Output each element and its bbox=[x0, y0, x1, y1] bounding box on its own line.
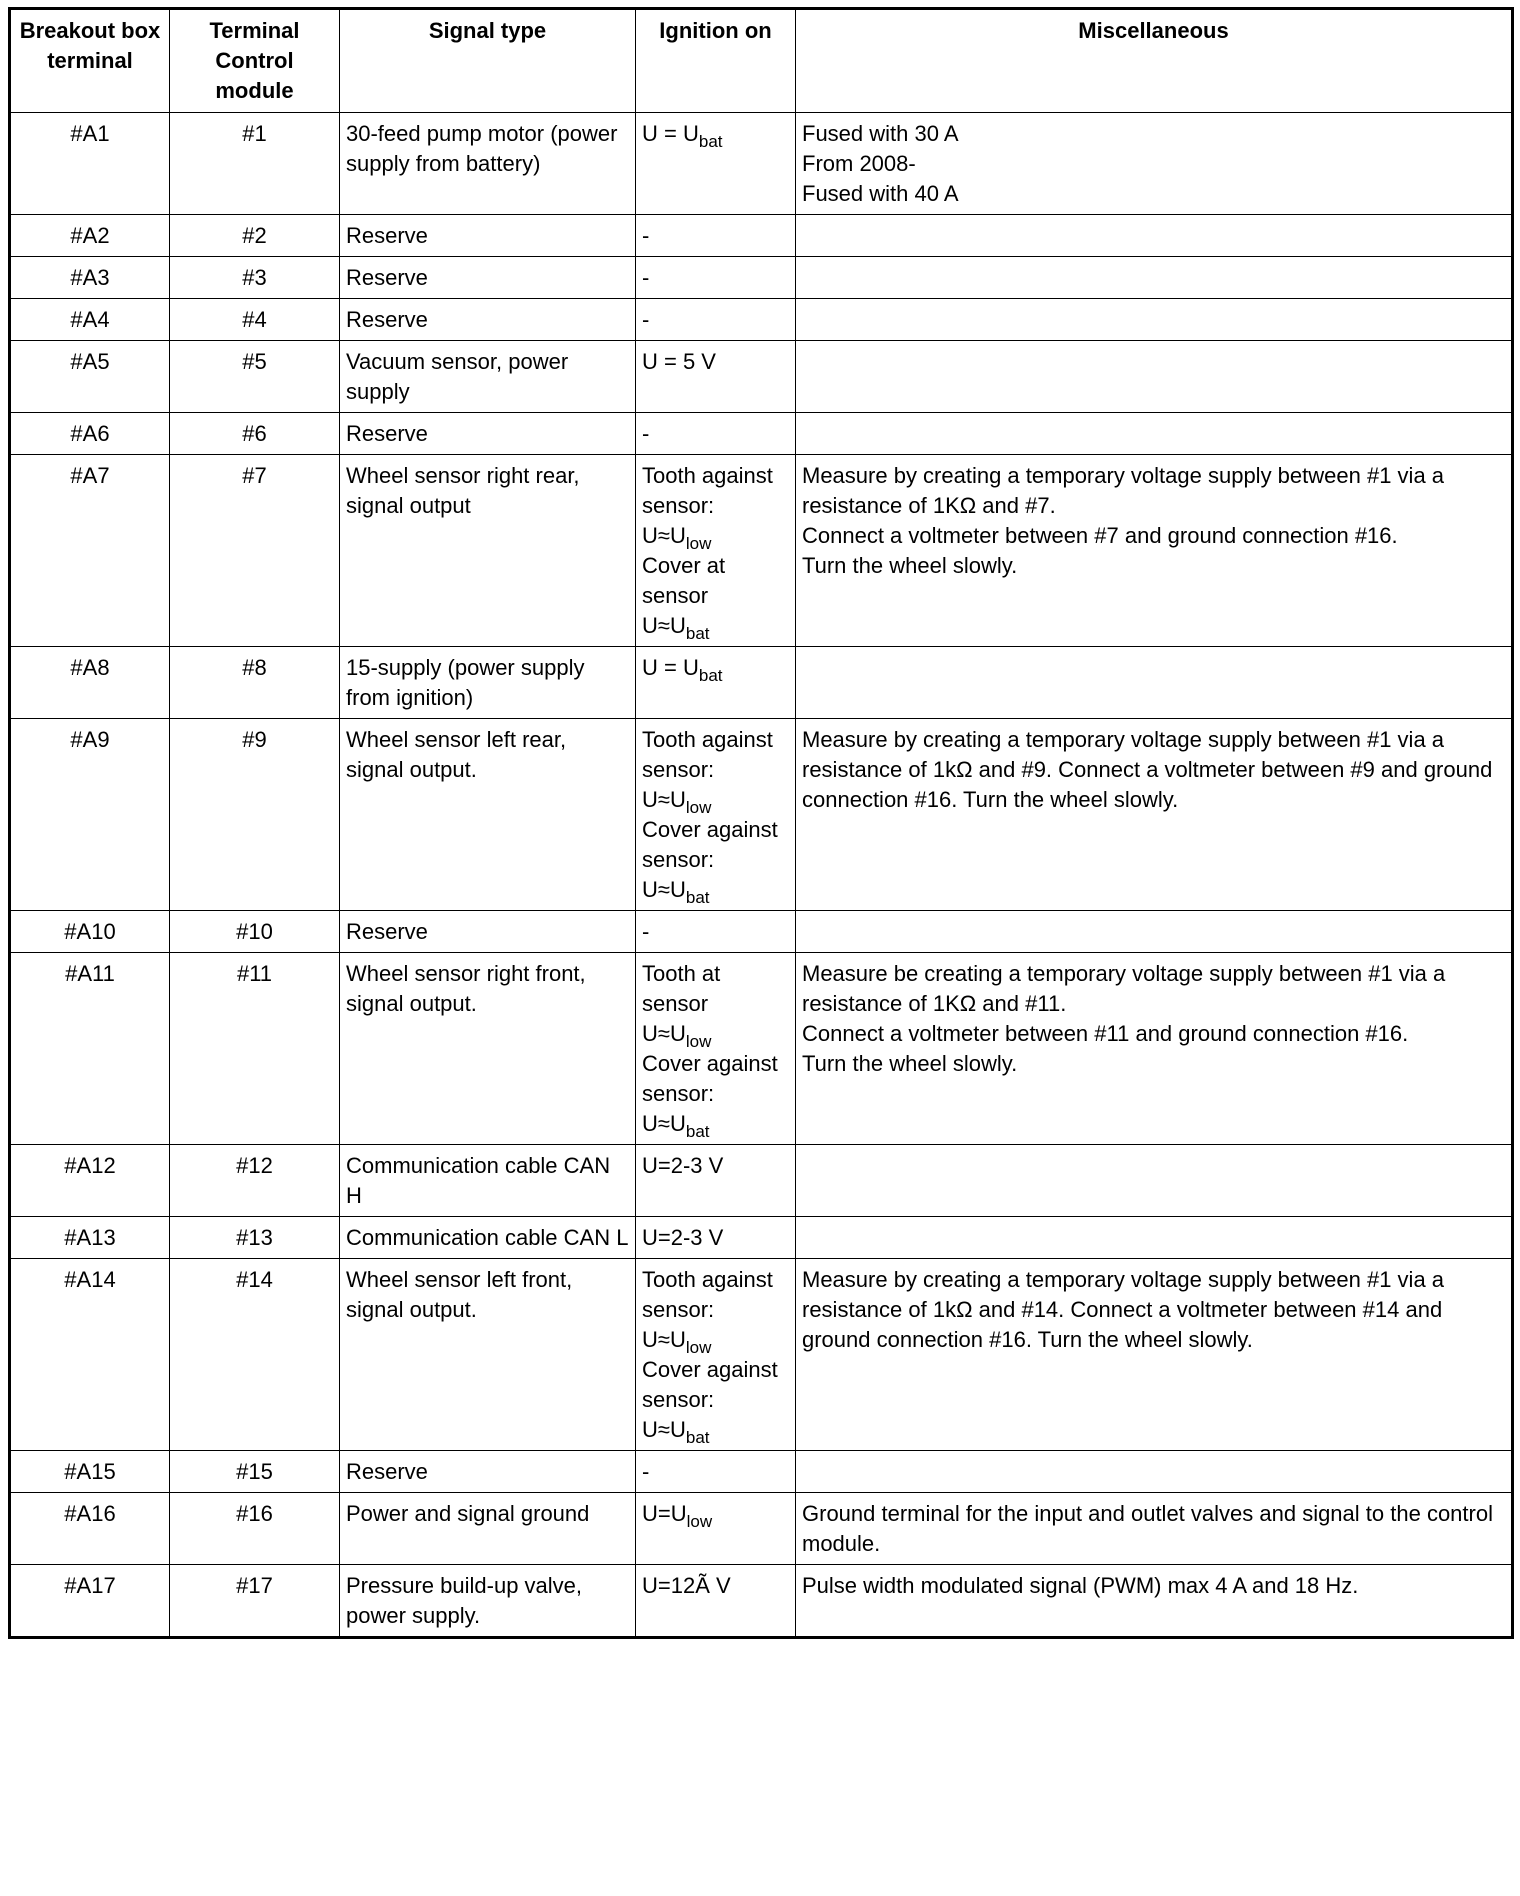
miscellaneous-cell bbox=[796, 1259, 1513, 1451]
signal-type-cell: Wheel sensor right front, signal output. bbox=[340, 953, 636, 1145]
header-breakout-box-terminal: Breakout box terminal bbox=[10, 9, 170, 113]
ignition-value-text: - bbox=[642, 1459, 650, 1484]
ignition-value-text: U≈U bbox=[642, 613, 686, 638]
voltage-subscript: bat bbox=[685, 1428, 710, 1447]
ignition-value-line bbox=[642, 917, 789, 947]
signal-type-cell: Reserve bbox=[340, 1451, 636, 1493]
breakout-terminal-cell: #A15 bbox=[10, 1451, 170, 1493]
header-row bbox=[10, 9, 1513, 113]
signal-type-cell: Reserve bbox=[340, 257, 636, 299]
ignition-value-text: U=12Ã V bbox=[642, 1573, 731, 1598]
control-module-terminal-cell: #14 bbox=[170, 1259, 340, 1451]
table-row bbox=[10, 341, 1513, 413]
ignition-value-text: Cover against sensor: bbox=[642, 1357, 784, 1412]
miscellaneous-cell bbox=[796, 113, 1513, 215]
miscellaneous-cell bbox=[796, 953, 1513, 1145]
ignition-value-text: Tooth against sensor: bbox=[642, 1267, 779, 1322]
miscellaneous-cell bbox=[796, 1493, 1513, 1565]
table-row bbox=[10, 1493, 1513, 1565]
ignition-value-text: - bbox=[642, 421, 650, 446]
ignition-on-cell bbox=[636, 1493, 796, 1565]
table-row bbox=[10, 413, 1513, 455]
ignition-value-line bbox=[642, 875, 789, 905]
breakout-terminal-cell: #A2 bbox=[10, 215, 170, 257]
signal-type-cell: Vacuum sensor, power supply bbox=[340, 341, 636, 413]
ignition-value-line bbox=[642, 1499, 789, 1529]
breakout-terminal-cell: #A4 bbox=[10, 299, 170, 341]
ignition-value-line bbox=[642, 1223, 789, 1253]
ignition-on-cell bbox=[636, 647, 796, 719]
control-module-terminal-cell: #3 bbox=[170, 257, 340, 299]
breakout-terminal-cell: #A12 bbox=[10, 1145, 170, 1217]
ignition-value-text: Tooth against sensor: bbox=[642, 727, 779, 782]
miscellaneous-line: Connect a voltmeter between #11 and ground connection #16. bbox=[802, 1021, 1409, 1046]
voltage-subscript: low bbox=[685, 534, 712, 553]
table-row bbox=[10, 647, 1513, 719]
miscellaneous-line: Turn the wheel slowly. bbox=[802, 1051, 1018, 1076]
breakout-terminal-cell: #A9 bbox=[10, 719, 170, 911]
ignition-value-line bbox=[642, 1415, 789, 1445]
ignition-value-line bbox=[642, 521, 789, 551]
ignition-on-cell bbox=[636, 1451, 796, 1493]
ignition-value-text: - bbox=[642, 307, 650, 332]
ignition-value-line bbox=[642, 653, 789, 683]
voltage-subscript: bat bbox=[685, 888, 710, 907]
breakout-terminal-cell: #A14 bbox=[10, 1259, 170, 1451]
ignition-on-cell bbox=[636, 719, 796, 911]
table-row bbox=[10, 113, 1513, 215]
breakout-terminal-cell: #A13 bbox=[10, 1217, 170, 1259]
breakout-terminal-cell: #A17 bbox=[10, 1565, 170, 1638]
control-module-terminal-cell: #4 bbox=[170, 299, 340, 341]
header-ignition-on: Ignition on bbox=[636, 9, 796, 113]
miscellaneous-cell bbox=[796, 1451, 1513, 1493]
ignition-value-line bbox=[642, 347, 789, 377]
table-row bbox=[10, 953, 1513, 1145]
voltage-subscript: bat bbox=[698, 132, 723, 151]
ignition-value-text: U=U bbox=[642, 1501, 687, 1526]
ignition-value-text: - bbox=[642, 919, 650, 944]
ignition-value-text: Cover at sensor bbox=[642, 553, 732, 608]
table-row bbox=[10, 257, 1513, 299]
ignition-value-text: U≈U bbox=[642, 523, 686, 548]
voltage-subscript: low bbox=[685, 798, 712, 817]
ignition-value-text: - bbox=[642, 265, 650, 290]
control-module-terminal-cell: #6 bbox=[170, 413, 340, 455]
table-row bbox=[10, 1451, 1513, 1493]
ignition-value-line bbox=[642, 1571, 789, 1601]
terminal-signal-table bbox=[8, 7, 1514, 1639]
control-module-terminal-cell: #12 bbox=[170, 1145, 340, 1217]
control-module-terminal-cell: #15 bbox=[170, 1451, 340, 1493]
header-terminal-control-module: Terminal Control module bbox=[170, 9, 340, 113]
header-miscellaneous: Miscellaneous bbox=[796, 9, 1513, 113]
ignition-on-cell bbox=[636, 341, 796, 413]
ignition-value-line bbox=[642, 1457, 789, 1487]
ignition-on-cell bbox=[636, 911, 796, 953]
ignition-value-text: U=2-3 V bbox=[642, 1225, 724, 1250]
table-row bbox=[10, 215, 1513, 257]
ignition-value-line bbox=[642, 785, 789, 815]
ignition-value-text: U≈U bbox=[642, 1021, 686, 1046]
signal-type-cell: 30-feed pump motor (power supply from battery) bbox=[340, 113, 636, 215]
ignition-value-text: U = U bbox=[642, 655, 699, 680]
ignition-on-cell bbox=[636, 953, 796, 1145]
signal-type-cell: Pressure build-up valve, power supply. bbox=[340, 1565, 636, 1638]
ignition-value-text: U≈U bbox=[642, 877, 686, 902]
miscellaneous-cell bbox=[796, 341, 1513, 413]
ignition-value-text: Tooth against sensor: bbox=[642, 463, 779, 518]
miscellaneous-cell bbox=[796, 911, 1513, 953]
miscellaneous-line: Ground terminal for the input and outlet valves and signal to the control module. bbox=[802, 1501, 1500, 1556]
voltage-subscript: bat bbox=[685, 624, 710, 643]
ignition-value-line bbox=[642, 263, 789, 293]
breakout-terminal-cell: #A10 bbox=[10, 911, 170, 953]
signal-type-cell: Wheel sensor left rear, signal output. bbox=[340, 719, 636, 911]
miscellaneous-cell bbox=[796, 413, 1513, 455]
ignition-value-line bbox=[642, 1049, 789, 1109]
control-module-terminal-cell: #8 bbox=[170, 647, 340, 719]
ignition-on-cell bbox=[636, 455, 796, 647]
ignition-value-text: Cover against sensor: bbox=[642, 1051, 784, 1106]
control-module-terminal-cell: #1 bbox=[170, 113, 340, 215]
ignition-value-line bbox=[642, 815, 789, 875]
control-module-terminal-cell: #11 bbox=[170, 953, 340, 1145]
control-module-terminal-cell: #9 bbox=[170, 719, 340, 911]
miscellaneous-line: Connect a voltmeter between #7 and ground connection #16. bbox=[802, 523, 1398, 548]
miscellaneous-line: Turn the wheel slowly. bbox=[802, 553, 1018, 578]
miscellaneous-cell bbox=[796, 1145, 1513, 1217]
ignition-value-text: U = 5 V bbox=[642, 349, 716, 374]
signal-type-cell: Wheel sensor left front, signal output. bbox=[340, 1259, 636, 1451]
ignition-value-line bbox=[642, 725, 789, 785]
miscellaneous-line: Measure by creating a temporary voltage supply between #1 via a resistance of 1KΩ and #7. bbox=[802, 463, 1451, 518]
ignition-value-line bbox=[642, 551, 789, 611]
table-row bbox=[10, 719, 1513, 911]
miscellaneous-line: Measure by creating a temporary voltage supply between #1 via a resistance of 1kΩ and #14. Connect a voltmeter between #14 and ground connection #16. Turn the wheel slowly. bbox=[802, 1267, 1451, 1352]
miscellaneous-cell bbox=[796, 1565, 1513, 1638]
ignition-value-line bbox=[642, 119, 789, 149]
signal-type-cell: Power and signal ground bbox=[340, 1493, 636, 1565]
ignition-value-line bbox=[642, 419, 789, 449]
voltage-subscript: low bbox=[685, 1338, 712, 1357]
header-signal-type: Signal type bbox=[340, 9, 636, 113]
ignition-value-line bbox=[642, 1151, 789, 1181]
ignition-value-text: U=2-3 V bbox=[642, 1153, 724, 1178]
ignition-value-text: Cover against sensor: bbox=[642, 817, 784, 872]
miscellaneous-line: Fused with 30 A bbox=[802, 121, 959, 146]
signal-type-cell: Reserve bbox=[340, 413, 636, 455]
voltage-subscript: bat bbox=[685, 1122, 710, 1141]
miscellaneous-line: Measure by creating a temporary voltage supply between #1 via a resistance of 1kΩ and #9. Connect a voltmeter between #9 and ground connection #16. Turn the wheel slowly. bbox=[802, 727, 1499, 812]
ignition-on-cell bbox=[636, 113, 796, 215]
miscellaneous-line: Fused with 40 A bbox=[802, 181, 959, 206]
ignition-on-cell bbox=[636, 215, 796, 257]
breakout-terminal-cell: #A5 bbox=[10, 341, 170, 413]
ignition-on-cell bbox=[636, 299, 796, 341]
table-row bbox=[10, 1259, 1513, 1451]
table-row bbox=[10, 299, 1513, 341]
control-module-terminal-cell: #10 bbox=[170, 911, 340, 953]
signal-type-cell: Communication cable CAN L bbox=[340, 1217, 636, 1259]
table-header bbox=[10, 9, 1513, 113]
ignition-value-line bbox=[642, 959, 789, 1019]
control-module-terminal-cell: #2 bbox=[170, 215, 340, 257]
breakout-terminal-cell: #A1 bbox=[10, 113, 170, 215]
signal-type-cell: Reserve bbox=[340, 215, 636, 257]
ignition-on-cell bbox=[636, 1259, 796, 1451]
ignition-value-line bbox=[642, 221, 789, 251]
ignition-value-line bbox=[642, 1355, 789, 1415]
miscellaneous-line: Pulse width modulated signal (PWM) max 4 A and 18 Hz. bbox=[802, 1573, 1359, 1598]
ignition-value-line bbox=[642, 611, 789, 641]
ignition-value-text: U≈U bbox=[642, 1327, 686, 1352]
breakout-terminal-cell: #A6 bbox=[10, 413, 170, 455]
ignition-value-line bbox=[642, 305, 789, 335]
table-row bbox=[10, 1145, 1513, 1217]
miscellaneous-cell bbox=[796, 215, 1513, 257]
ignition-value-text: U≈U bbox=[642, 1111, 686, 1136]
breakout-terminal-cell: #A16 bbox=[10, 1493, 170, 1565]
ignition-value-text: - bbox=[642, 223, 650, 248]
ignition-value-text: Tooth at sensor bbox=[642, 961, 727, 1016]
breakout-terminal-cell: #A7 bbox=[10, 455, 170, 647]
table-row bbox=[10, 1565, 1513, 1638]
ignition-on-cell bbox=[636, 257, 796, 299]
ignition-on-cell bbox=[636, 1565, 796, 1638]
breakout-terminal-cell: #A8 bbox=[10, 647, 170, 719]
breakout-terminal-cell: #A11 bbox=[10, 953, 170, 1145]
ignition-on-cell bbox=[636, 413, 796, 455]
miscellaneous-cell bbox=[796, 719, 1513, 911]
table-body bbox=[10, 113, 1513, 1638]
miscellaneous-cell bbox=[796, 1217, 1513, 1259]
miscellaneous-cell bbox=[796, 647, 1513, 719]
miscellaneous-cell bbox=[796, 455, 1513, 647]
voltage-subscript: low bbox=[686, 1512, 713, 1531]
control-module-terminal-cell: #17 bbox=[170, 1565, 340, 1638]
voltage-subscript: low bbox=[685, 1032, 712, 1051]
signal-type-cell: Reserve bbox=[340, 911, 636, 953]
ignition-value-line bbox=[642, 1325, 789, 1355]
ignition-value-text: U = U bbox=[642, 121, 699, 146]
signal-type-cell: Wheel sensor right rear, signal output bbox=[340, 455, 636, 647]
ignition-value-line bbox=[642, 461, 789, 521]
miscellaneous-cell bbox=[796, 257, 1513, 299]
ignition-on-cell bbox=[636, 1145, 796, 1217]
ignition-value-line bbox=[642, 1265, 789, 1325]
miscellaneous-cell bbox=[796, 299, 1513, 341]
ignition-value-text: U≈U bbox=[642, 787, 686, 812]
signal-type-cell: 15-supply (power supply from ignition) bbox=[340, 647, 636, 719]
breakout-terminal-cell: #A3 bbox=[10, 257, 170, 299]
miscellaneous-line: Measure be creating a temporary voltage supply between #1 via a resistance of 1KΩ and #11. bbox=[802, 961, 1452, 1016]
ignition-on-cell bbox=[636, 1217, 796, 1259]
table-row bbox=[10, 455, 1513, 647]
signal-type-cell: Communication cable CAN H bbox=[340, 1145, 636, 1217]
ignition-value-text: U≈U bbox=[642, 1417, 686, 1442]
control-module-terminal-cell: #5 bbox=[170, 341, 340, 413]
table-row bbox=[10, 911, 1513, 953]
control-module-terminal-cell: #7 bbox=[170, 455, 340, 647]
voltage-subscript: bat bbox=[698, 666, 723, 685]
control-module-terminal-cell: #16 bbox=[170, 1493, 340, 1565]
control-module-terminal-cell: #13 bbox=[170, 1217, 340, 1259]
ignition-value-line bbox=[642, 1019, 789, 1049]
signal-type-cell: Reserve bbox=[340, 299, 636, 341]
ignition-value-line bbox=[642, 1109, 789, 1139]
miscellaneous-line: From 2008- bbox=[802, 151, 916, 176]
table-row bbox=[10, 1217, 1513, 1259]
